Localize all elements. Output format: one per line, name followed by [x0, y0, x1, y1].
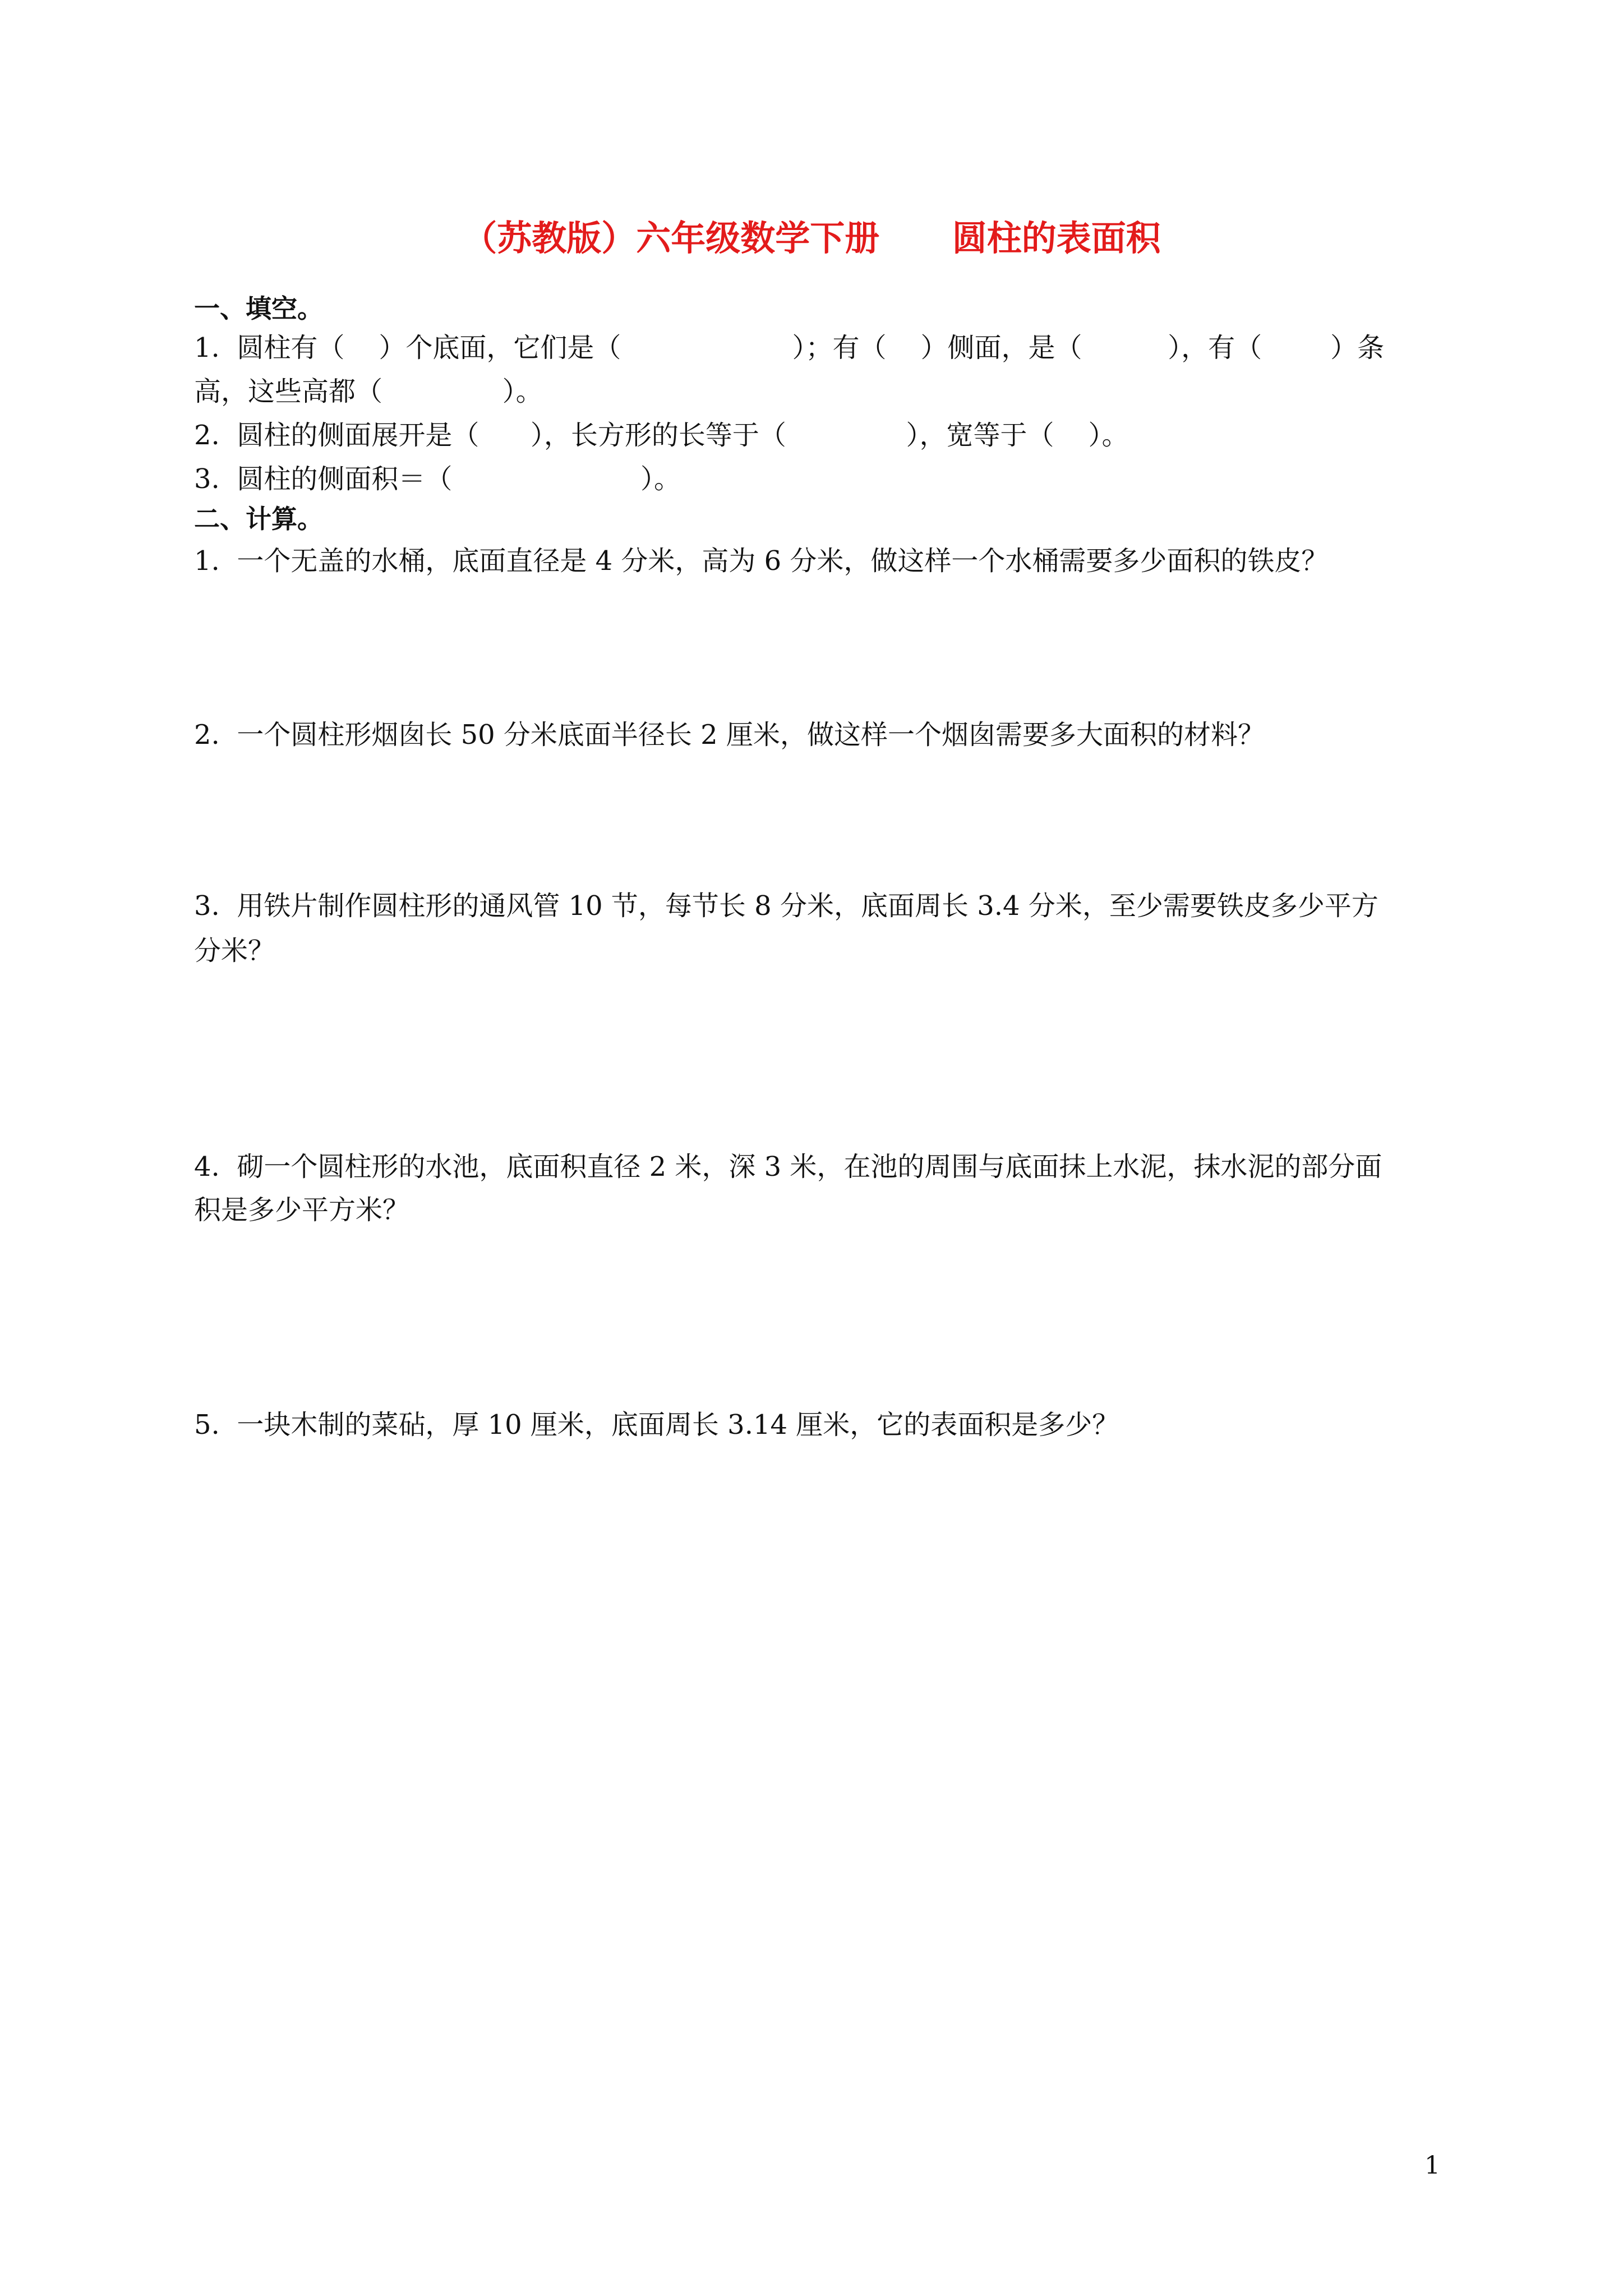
question-calc-5: 5. 一块木制的菜砧，厚 10 厘米，底面周长 3.14 厘米，它的表面积是多少？	[194, 1409, 1119, 1441]
question-calc-4-line-1: 4. 砌一个圆柱形的水池，底面积直径 2 米，深 3 米，在池的周围与底面抹上水泥，抹水泥的部分面	[194, 1151, 1382, 1182]
section-heading-fill-blanks: 一、填空。	[194, 293, 323, 324]
question-calc-4-line-2: 积是多少平方米？	[194, 1194, 410, 1226]
question-fill-2: 2. 圆柱的侧面展开是（ ），长方形的长等于（ ），宽等于（ ）。	[194, 420, 1129, 451]
page-number: 1	[1424, 2151, 1440, 2180]
page-title: （苏教版）六年级数学下册 圆柱的表面积	[462, 218, 1161, 259]
question-calc-3-line-1: 3. 用铁片制作圆柱形的通风管 10 节，每节长 8 分米，底面周长 3.4 分米，至少需要铁皮多少平方	[194, 890, 1378, 922]
question-fill-1-line-1: 1. 圆柱有（ ）个底面，它们是（ ）；有（ ）侧面，是（ ），有（ ）条	[194, 332, 1385, 364]
question-calc-3-line-2: 分米？	[194, 935, 275, 967]
question-calc-1: 1. 一个无盖的水桶，底面直径是 4 分米，高为 6 分米，做这样一个水桶需要多少面积的铁皮？	[194, 545, 1329, 577]
question-calc-2: 2. 一个圆柱形烟囱长 50 分米底面半径长 2 厘米，做这样一个烟囱需要多大面积的材料？	[194, 719, 1265, 751]
question-fill-3: 3. 圆柱的侧面积＝（ ）。	[194, 463, 681, 495]
section-heading-calculation: 二、计算。	[194, 504, 323, 534]
question-fill-1-line-2: 高，这些高都（ ）。	[194, 376, 543, 407]
